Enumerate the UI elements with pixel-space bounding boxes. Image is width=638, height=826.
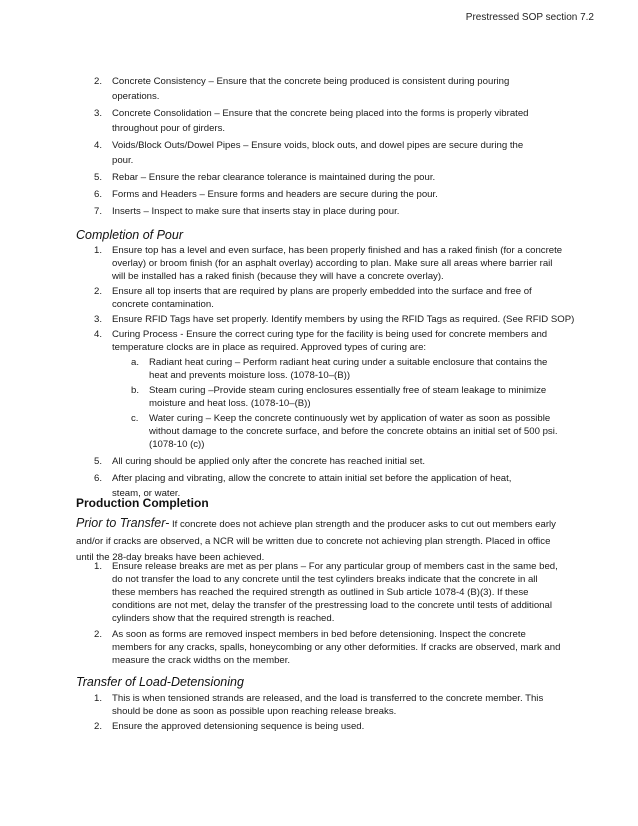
list-item-text: temperature clocks are in place as required. Approved types of curing are:: [112, 342, 427, 353]
section-heading-completion-of-pour: Completion of Pour: [76, 228, 184, 242]
list-item-number: 1.: [94, 561, 103, 572]
list-item-number: 3.: [94, 314, 103, 325]
list-item-number: 1.: [94, 693, 103, 704]
list-item: [131, 356, 600, 382]
list-item-text: concrete contamination.: [112, 299, 214, 310]
list-item-text: should be done as soon as possible upon reaching release breaks.: [112, 706, 397, 717]
list-item: [131, 412, 600, 451]
list-item-number: b.: [131, 385, 140, 396]
list-item-number: a.: [131, 357, 140, 368]
list-item: [131, 384, 600, 410]
prior-to-transfer-text: until the 28-day breaks have been achieved.: [76, 552, 265, 563]
section-heading-transfer-of-load: Transfer of Load-Detensioning: [76, 675, 244, 689]
prior-to-transfer-paragraph: [76, 514, 596, 566]
list-item: [94, 285, 600, 311]
list-item-text: Voids/Block Outs/Dowel Pipes – Ensure voids, block outs, and dowel pipes are secure during the: [112, 140, 524, 151]
list-item-number: 2.: [94, 286, 103, 297]
list-item-number: c.: [131, 413, 139, 424]
list-item: [94, 106, 600, 136]
list-item-number: 3.: [94, 108, 103, 119]
list-item-number: 2.: [94, 629, 103, 640]
list-item-text: Ensure the approved detensioning sequence is being used.: [112, 721, 365, 732]
list-item-text: measure the crack widths on the member.: [112, 655, 291, 666]
list-item: [94, 204, 600, 219]
list-item-text: steam, or water.: [112, 488, 181, 499]
list-item-text: Rebar – Ensure the rebar clearance tolerance is maintained during the pour.: [112, 172, 436, 183]
list-item-text: Ensure top has a level and even surface, has been properly finished and has a raked finish (for a concrete: [112, 245, 563, 256]
list-item-text: heat and prevents moisture loss. (1078-10–(B)): [149, 370, 351, 381]
list-item: [94, 74, 600, 104]
list-item: [94, 560, 600, 625]
list-item-number: 6.: [94, 189, 103, 200]
list-item-text: As soon as forms are removed inspect members in bed before detensioning. Inspect the concrete: [112, 629, 526, 640]
list-item-number: 6.: [94, 473, 103, 484]
list-item-text: Curing Process - Ensure the correct curing type for the facility is being used for concrete members and: [112, 329, 548, 340]
list-item: [94, 138, 600, 168]
list-item-text: Water curing – Keep the concrete continuously wet by application of water as soon as possible: [149, 413, 551, 424]
list-item-text: Concrete Consistency – Ensure that the concrete being produced is consistent during pouring: [112, 76, 510, 87]
list-item: [94, 628, 600, 667]
list-item-text: Inserts – Inspect to make sure that inserts stay in place during pour.: [112, 206, 400, 217]
prior-to-transfer-text: If concrete does not achieve plan strength and the producer asks to cut out members early: [169, 519, 556, 530]
list-item-text: This is when tensioned strands are released, and the load is transferred to the concrete member. This: [112, 693, 544, 704]
list-item: [94, 328, 600, 354]
list-item-text: Ensure RFID Tags have set properly. Identify members by using the RFID Tags as required. (See RFID SOP): [112, 314, 575, 325]
list-item-number: 5.: [94, 456, 103, 467]
page-header: Prestressed SOP section 7.2: [465, 12, 594, 23]
list-item: [94, 692, 600, 718]
list-item-text: moisture and heat loss. (1078-10–(B)): [149, 398, 311, 409]
list-item-number: 5.: [94, 172, 103, 183]
list-item: [94, 454, 600, 469]
prior-to-transfer-lead: Prior to Transfer-: [76, 516, 170, 530]
list-item-text: conditions are not met, delay the transfer of the prestressing load to the concrete until tests of additional: [112, 600, 552, 611]
list-item-text: All curing should be applied only after the concrete has reached initial set.: [112, 456, 426, 467]
prior-to-transfer-text: and/or if cracks are observed, a NCR will be written due to concrete not achieving plan strength. Placed in office: [76, 536, 551, 547]
list-item-text: operations.: [112, 91, 160, 102]
list-item-text: overlay) or broom finish (for an asphalt overlay) according to plan. Make sure all areas where barrier rail: [112, 258, 553, 269]
section-heading-production-completion: Production Completion: [76, 496, 209, 510]
list-item-number: 4.: [94, 140, 103, 151]
list-item-text: Ensure release breaks are met as per plans – For any particular group of members cast in the same bed,: [112, 561, 558, 572]
list-item-text: Ensure all top inserts that are required by plans are properly embedded into the surface and free of: [112, 286, 532, 297]
list-item-text: Forms and Headers – Ensure forms and headers are secure during the pour.: [112, 189, 438, 200]
list-item-text: do not transfer the load to any concrete until the test cylinders breaks indicate that the concrete in all: [112, 574, 538, 585]
list-item-number: 1.: [94, 245, 103, 256]
list-item-text: without damage to the concrete surface, and before the concrete obtains an initial set of 500 psi.: [149, 426, 558, 437]
list-item: [94, 187, 600, 202]
list-item: [94, 720, 600, 733]
list-item-number: 2.: [94, 76, 103, 87]
list-item-text: Concrete Consolidation – Ensure that the concrete being placed into the forms is properly vibrated: [112, 108, 529, 119]
list-item-number: 2.: [94, 721, 103, 732]
list-item-text: throughout pour of girders.: [112, 123, 226, 134]
list-item-text: these members has reached the required strength as outlined in Sub article 1078-4 (B)(3). If these: [112, 587, 529, 598]
list-item-text: members for any cracks, spalls, honeycombing or any other deformities. If cracks are observed, mark and: [112, 642, 561, 653]
list-item-text: will be installed has a raked finish (because they will have a concrete overlay).: [112, 271, 444, 282]
list-item: [94, 170, 600, 185]
list-item-text: Radiant heat curing – Perform radiant heat curing under a suitable enclosure that contains the: [149, 357, 548, 368]
list-item: [94, 244, 600, 283]
list-item-text: After placing and vibrating, allow the concrete to attain initial set before the application of heat,: [112, 473, 512, 484]
list-item-text: (1078-10 (c)): [149, 439, 205, 450]
list-item-text: pour.: [112, 155, 134, 166]
list-item: [94, 313, 600, 326]
list-item-number: 4.: [94, 329, 103, 340]
list-item-number: 7.: [94, 206, 103, 217]
list-item-text: cylinders show that the required strength is reached.: [112, 613, 335, 624]
list-item-text: Steam curing –Provide steam curing enclosures essentially free of steam leakage to minimize: [149, 385, 547, 396]
